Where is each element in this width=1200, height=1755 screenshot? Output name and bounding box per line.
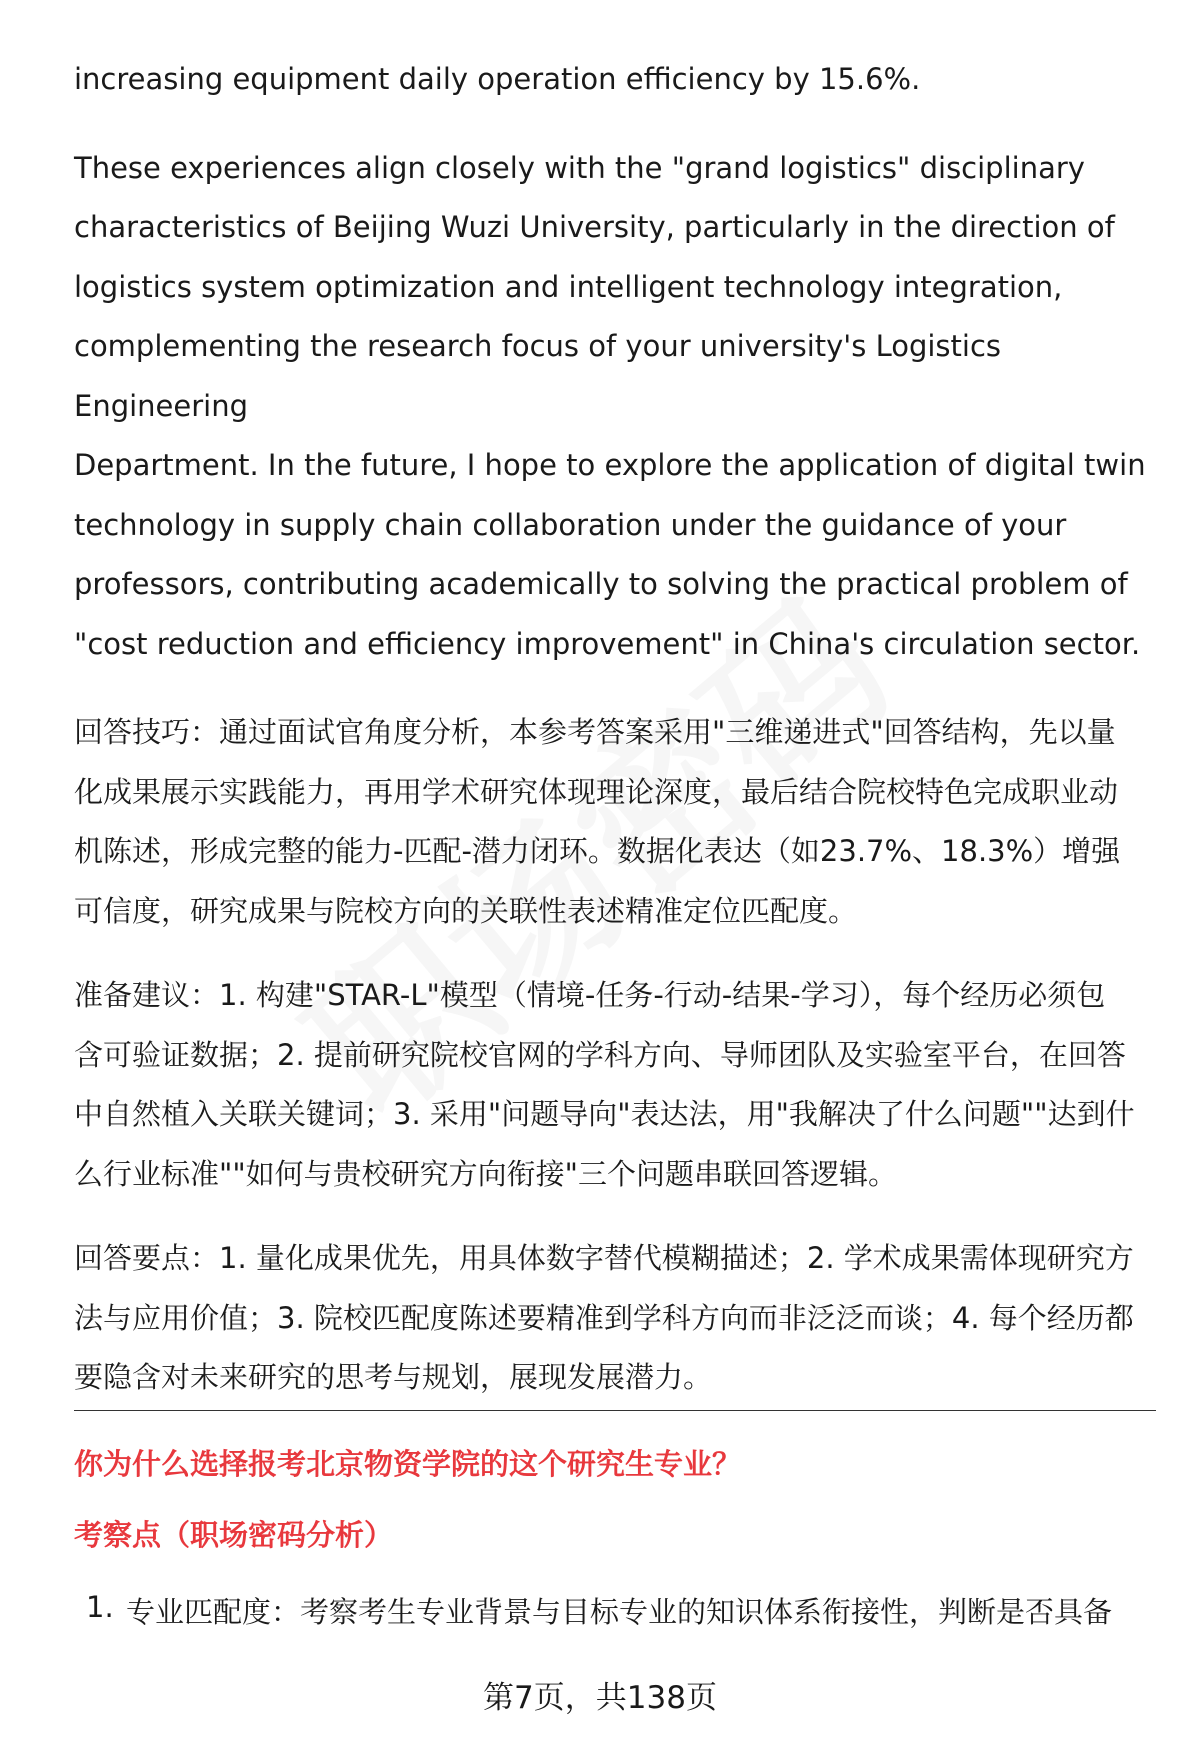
preparation-advice-line: 准备建议：1. 构建"STAR-L"模型（情境-任务-行动-结果-学习），每个经历必须包 (74, 978, 1106, 1012)
list-item (86, 1590, 1112, 1631)
section-divider (74, 1410, 1156, 1411)
paragraph-2-line: complementing the research focus of your university's Logistics Engineering (74, 329, 1002, 423)
paragraph-2 (74, 139, 1164, 675)
answer-tips-line: 可信度，研究成果与院校方向的关联性表述精准定位匹配度。 (74, 893, 858, 928)
preparation-advice-line: 么行业标准""如何与贵校研究方向衔接"三个问题串联回答逻辑。 (74, 1156, 898, 1191)
answer-tips-line: 机陈述，形成完整的能力-匹配-潜力闭环。数据化表达（如23.7%、18.3%）增强 (74, 834, 1121, 868)
document-body (74, 50, 1164, 1408)
paragraph-2-line: Department. In the future, I hope to explore the application of digital twin (74, 448, 1146, 482)
answer-tips-line: 化成果展示实践能力，再用学术研究体现理论深度，最后结合院校特色完成职业动 (74, 774, 1119, 809)
answer-tips-line: 回答技巧：通过面试官角度分析，本参考答案采用"三维递进式"回答结构，先以量 (74, 715, 1116, 749)
question-heading: 你为什么选择报考北京物资学院的这个研究生专业？ (74, 1447, 742, 1481)
answer-tips-paragraph (74, 703, 1164, 941)
page-number: 第7页，共138页 (483, 1680, 717, 1716)
paragraph-2-line: technology in supply chain collaboration under the guidance of your (74, 507, 1067, 542)
paragraph-1: increasing equipment daily operation efficiency by 15.6%. (74, 62, 921, 96)
list-item-number: 1. (86, 1590, 114, 1624)
answer-keypoints-line: 法与应用价值；3. 院校匹配度陈述要精准到学科方向而非泛泛而谈；4. 每个经历都 (74, 1300, 1134, 1335)
answer-keypoints-paragraph (74, 1229, 1164, 1408)
paragraph-2-line: characteristics of Beijing Wuzi University, particularly in the direction of (74, 210, 1115, 244)
paragraph-2-line: These experiences align closely with the "grand logistics" disciplinary (74, 150, 1085, 185)
preparation-advice-line: 中自然植入关联关键词；3. 采用"问题导向"表达法，用"我解决了什么问题""达到什 (74, 1097, 1135, 1131)
preparation-advice-line: 含可验证数据；2. 提前研究院校官网的学科方向、导师团队及实验室平台，在回答 (74, 1037, 1126, 1072)
paragraph-2-line: professors, contributing academically to solving the practical problem of (74, 567, 1128, 601)
list-item-text: 专业匹配度：考察考生专业背景与目标专业的知识体系衔接性，判断是否具备 (126, 1595, 1113, 1629)
assessment-points-heading: 考察点（职场密码分析） (74, 1518, 394, 1552)
preparation-advice-paragraph (74, 966, 1164, 1204)
answer-keypoints-line: 要隐含对未来研究的思考与规划，展现发展潜力。 (74, 1360, 713, 1394)
paragraph-2-line: logistics system optimization and intelligent technology integration, (74, 269, 1063, 304)
answer-keypoints-line: 回答要点：1. 量化成果优先，用具体数字替代模糊描述；2. 学术成果需体现研究方 (74, 1241, 1134, 1275)
paragraph-2-line: "cost reduction and efficiency improvement" in China's circulation sector. (74, 626, 1141, 661)
